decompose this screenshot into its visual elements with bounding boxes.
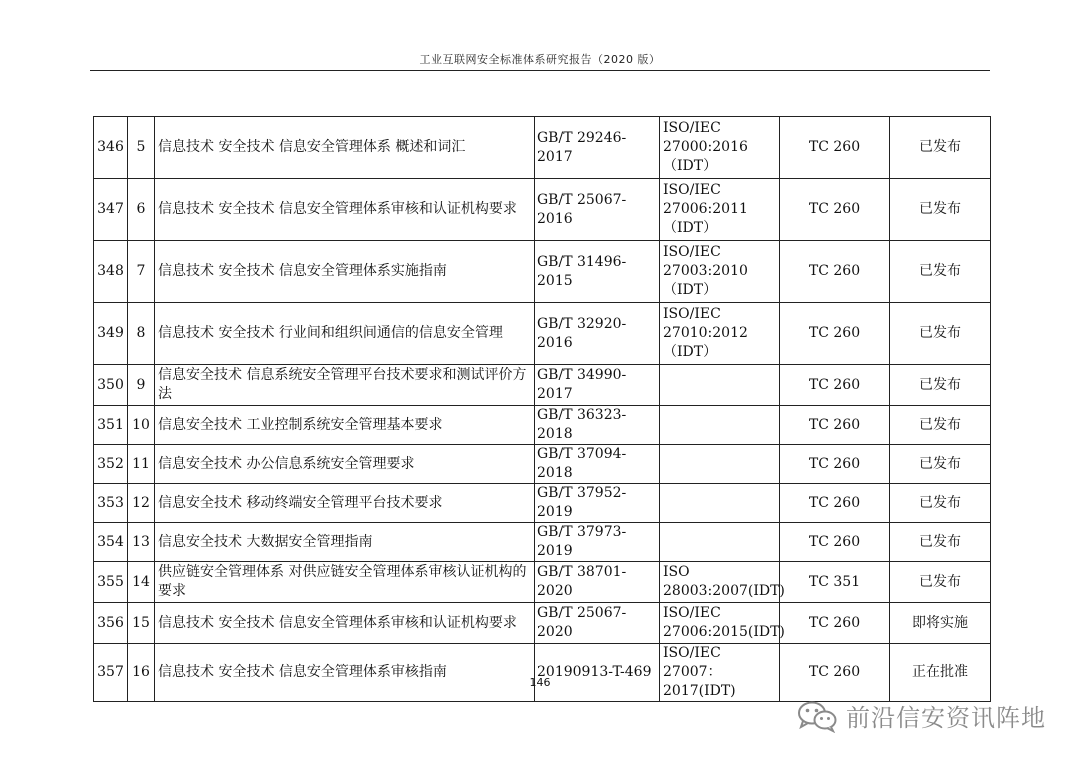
standard-code-cell: GB/T 37973-2019 (535, 523, 660, 562)
row-seq-cell: 350 (94, 365, 128, 406)
standard-code-cell: GB/T 37952-2019 (535, 484, 660, 523)
table-row (94, 445, 991, 484)
adopted-standard-line: ISO/IEC 27007： (663, 645, 722, 680)
table-row (94, 644, 991, 702)
adopted-standard-line: 27006:2015(IDT) (663, 624, 785, 640)
table-row (94, 365, 991, 406)
table-row (94, 484, 991, 523)
status-cell: 正在批准 (890, 644, 991, 702)
table-row (94, 406, 991, 445)
adopted-standard-line: ISO/IEC (663, 306, 721, 322)
standard-code-cell: GB/T 25067-2020 (535, 603, 660, 644)
adopted-standard-cell (660, 523, 780, 562)
adopted-standard-line: 2017(IDT) (663, 683, 736, 699)
adopted-standard-cell (660, 241, 780, 303)
status-cell: 已发布 (890, 445, 991, 484)
adopted-standard-cell (660, 562, 785, 603)
standard-code-cell: GB/T 31496-2015 (535, 241, 660, 303)
standard-name-cell: 信息技术 安全技术 信息安全管理体系 概述和词汇 (155, 117, 535, 179)
page-number: 146 (529, 676, 551, 689)
adopted-standard-line: 27006:2011 (663, 201, 748, 217)
standard-code-cell: GB/T 38701-2020 (535, 562, 660, 603)
standard-name-cell: 信息技术 安全技术 信息安全管理体系审核指南 (155, 644, 535, 702)
adopted-standard-cell (660, 365, 780, 406)
committee-cell: TC 260 (780, 365, 890, 406)
row-seq-cell: 356 (94, 603, 128, 644)
row-seq-cell: 348 (94, 241, 128, 303)
table-row (94, 523, 991, 562)
status-cell: 已发布 (890, 241, 991, 303)
status-cell: 即将实施 (890, 603, 991, 644)
committee-cell: TC 260 (780, 445, 890, 484)
committee-cell: TC 260 (780, 603, 890, 644)
standard-code-cell: GB/T 34990-2017 (535, 365, 660, 406)
adopted-standard-cell (660, 644, 780, 702)
row-index-cell: 9 (128, 365, 155, 406)
row-seq-cell: 347 (94, 179, 128, 241)
adopted-standard-line: ISO (663, 564, 690, 580)
row-seq-cell: 355 (94, 562, 128, 603)
table-row (94, 117, 991, 179)
standard-name-cell: 信息安全技术 信息系统安全管理平台技术要求和测试评价方法 (155, 365, 535, 406)
adopted-standard-cell (660, 406, 780, 445)
row-index-cell: 8 (128, 303, 155, 365)
standard-name-cell: 信息安全技术 办公信息系统安全管理要求 (155, 445, 535, 484)
adopted-standard-line: （IDT） (663, 344, 718, 360)
status-cell: 已发布 (890, 406, 991, 445)
standard-name-cell: 信息安全技术 大数据安全管理指南 (155, 523, 535, 562)
row-seq-cell: 354 (94, 523, 128, 562)
adopted-standard-cell (660, 445, 780, 484)
committee-cell: TC 260 (780, 179, 890, 241)
standard-name-cell: 信息技术 安全技术 信息安全管理体系审核和认证机构要求 (155, 603, 535, 644)
row-index-cell: 5 (128, 117, 155, 179)
status-cell: 已发布 (890, 365, 991, 406)
adopted-standard-line: 27010:2012 (663, 325, 748, 341)
row-index-cell: 7 (128, 241, 155, 303)
row-index-cell: 6 (128, 179, 155, 241)
standards-table (93, 116, 991, 702)
standard-name-cell: 信息技术 安全技术 行业间和组织间通信的信息安全管理 (155, 303, 535, 365)
adopted-standard-cell (660, 603, 785, 644)
committee-cell: TC 260 (780, 241, 890, 303)
adopted-standard-cell (660, 179, 780, 241)
standard-code-cell: GB/T 25067-2016 (535, 179, 660, 241)
standard-code-cell: 20190913-T-469 (535, 644, 660, 702)
status-cell: 已发布 (890, 523, 991, 562)
adopted-standard-cell (660, 303, 780, 365)
adopted-standard-line: （IDT） (663, 220, 718, 236)
adopted-standard-line: （IDT） (663, 282, 718, 298)
row-seq-cell: 346 (94, 117, 128, 179)
watermark-text: 前沿信安资讯阵地 (846, 704, 1046, 732)
adopted-standard-line: （IDT） (663, 158, 718, 174)
row-index-cell: 13 (128, 523, 155, 562)
standard-code-cell: GB/T 37094-2018 (535, 445, 660, 484)
status-cell: 已发布 (890, 117, 991, 179)
row-seq-cell: 349 (94, 303, 128, 365)
row-index-cell: 14 (128, 562, 155, 603)
committee-cell: TC 351 (780, 562, 890, 603)
row-index-cell: 10 (128, 406, 155, 445)
standard-code-cell: GB/T 32920-2016 (535, 303, 660, 365)
adopted-standard-line: 27003:2010 (663, 263, 748, 279)
committee-cell: TC 260 (780, 484, 890, 523)
header-rule (90, 70, 990, 71)
standard-name-cell: 信息安全技术 工业控制系统安全管理基本要求 (155, 406, 535, 445)
wechat-icon (796, 699, 838, 733)
table-row (94, 303, 991, 365)
committee-cell: TC 260 (780, 523, 890, 562)
standard-name-cell: 信息技术 安全技术 信息安全管理体系审核和认证机构要求 (155, 179, 535, 241)
table-row (94, 562, 991, 603)
row-seq-cell: 351 (94, 406, 128, 445)
committee-cell: TC 260 (780, 117, 890, 179)
table-row (94, 179, 991, 241)
committee-cell: TC 260 (780, 406, 890, 445)
adopted-standard-line: ISO/IEC (663, 605, 721, 621)
status-cell: 已发布 (890, 179, 991, 241)
adopted-standard-cell (660, 484, 780, 523)
adopted-standard-line: 28003:2007(IDT) (663, 583, 785, 599)
row-index-cell: 16 (128, 644, 155, 702)
adopted-standard-line: ISO/IEC (663, 244, 721, 260)
standard-name-cell: 信息安全技术 移动终端安全管理平台技术要求 (155, 484, 535, 523)
committee-cell: TC 260 (780, 303, 890, 365)
row-index-cell: 15 (128, 603, 155, 644)
adopted-standard-line: 27000:2016 (663, 139, 748, 155)
adopted-standard-line: ISO/IEC (663, 120, 721, 136)
standard-name-cell: 供应链安全管理体系 对供应链安全管理体系审核认证机构的要求 (155, 562, 535, 603)
status-cell: 已发布 (890, 562, 991, 603)
watermark (796, 698, 1046, 733)
row-seq-cell: 353 (94, 484, 128, 523)
row-index-cell: 11 (128, 445, 155, 484)
row-seq-cell: 357 (94, 644, 128, 702)
standard-code-cell: GB/T 29246-2017 (535, 117, 660, 179)
page-header-title: 工业互联网安全标准体系研究报告（2020 版） (419, 53, 661, 66)
table-row (94, 241, 991, 303)
standard-name-cell: 信息技术 安全技术 信息安全管理体系实施指南 (155, 241, 535, 303)
row-index-cell: 12 (128, 484, 155, 523)
committee-cell: TC 260 (780, 644, 890, 702)
status-cell: 已发布 (890, 484, 991, 523)
status-cell: 已发布 (890, 303, 991, 365)
standard-code-cell: GB/T 36323-2018 (535, 406, 660, 445)
adopted-standard-cell (660, 117, 780, 179)
table-row (94, 603, 991, 644)
row-seq-cell: 352 (94, 445, 128, 484)
adopted-standard-line: ISO/IEC (663, 182, 721, 198)
